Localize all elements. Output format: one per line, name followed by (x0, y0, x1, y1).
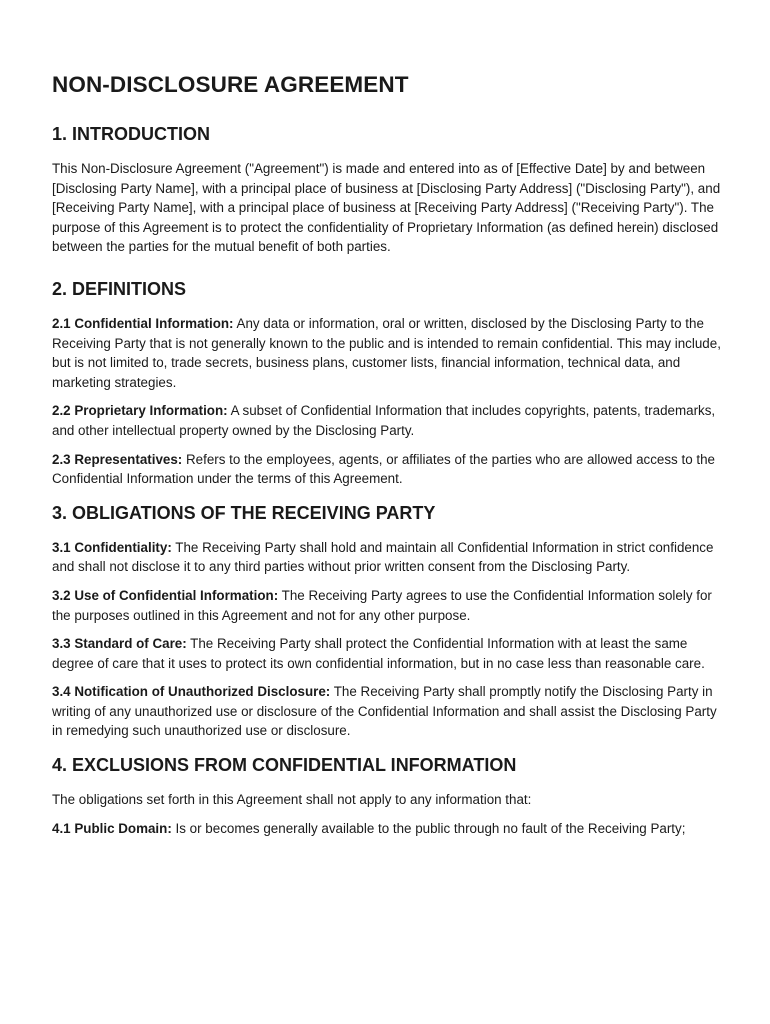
obligation-label: 3.2 Use of Confidential Information: (52, 587, 279, 603)
obligation-item (52, 586, 722, 625)
section-heading-exclusions: 4. EXCLUSIONS FROM CONFIDENTIAL INFORMATION (52, 755, 517, 776)
obligation-item (52, 634, 722, 673)
exclusion-item (52, 819, 722, 839)
definition-item (52, 314, 722, 392)
definition-text: Any data or information, oral or written, disclosed by the Disclosing Party to the Receiving Party that is not generally known to the public and is intended to remain confidential. This may include, but is not limited to, trade secrets, business plans, customer lists, financial information, technical data, and marketing strategies. (52, 315, 721, 390)
obligation-text: The Receiving Party agrees to use the Confidential Information solely for the purposes outlined in this Agreement and not for any other purpose. (52, 587, 712, 623)
introduction-paragraph: This Non-Disclosure Agreement ("Agreement") is made and entered into as of [Effective Date] by and between [Disclosing Party Name], with a principal place of business at [Disclosing Party Address] ("Disclosing Party"), and [Receiving Party Name], with a principal place of business at [Receiving Party Address] ("Receiving Party"). The purpose of this Agreement is to protect the confidentiality of Proprietary Information (as defined herein) disclosed between the parties for the mutual benefit of both parties. (52, 161, 721, 255)
obligation-text: The Receiving Party shall hold and maintain all Confidential Information in strict confidence and shall not disclose it to any third parties without prior written consent from the Disclosing Party. (52, 539, 714, 575)
obligation-text: The Receiving Party shall protect the Confidential Information with at least the same degree of care that it uses to protect its own confidential information, but in no case less than reasonable care. (52, 636, 705, 671)
section-introduction (52, 122, 722, 257)
obligation-item (52, 682, 722, 741)
section-definitions (52, 277, 722, 489)
obligation-label: 3.1 Confidentiality: (52, 539, 172, 555)
definition-item (52, 401, 722, 440)
obligation-text: The Receiving Party shall promptly notify the Disclosing Party in writing of any unauthorized use or disclosure of the Confidential Information and shall assist the Disclosing Party in remedying such unauthorized use or disclosure. (52, 684, 717, 739)
definition-label: 2.1 Confidential Information: (52, 315, 234, 331)
exclusion-label: 4.1 Public Domain: (52, 820, 172, 836)
exclusion-text: Is or becomes generally available to the public through no fault of the Receiving Party; (175, 820, 686, 836)
definition-text: Refers to the employees, agents, or affiliates of the parties who are allowed access to the Confidential Information under the terms of this Agreement. (52, 451, 715, 487)
section-heading-introduction: 1. INTRODUCTION (52, 124, 211, 144)
definition-label: 2.3 Representatives: (52, 451, 183, 467)
definition-label: 2.2 Proprietary Information: (52, 403, 228, 419)
obligation-label: 3.3 Standard of Care: (52, 636, 187, 652)
obligation-item (52, 538, 722, 577)
obligation-label: 3.4 Notification of Unauthorized Disclosure: (52, 684, 331, 700)
definition-item (52, 450, 722, 489)
section-obligations (52, 501, 722, 741)
section-heading-definitions: 2. DEFINITIONS (52, 278, 187, 299)
exclusions-intro: The obligations set forth in this Agreement shall not apply to any information that: (52, 792, 532, 808)
definition-text: A subset of Confidential Information that includes copyrights, patents, trademarks, and other intellectual property owned by the Disclosing Party. (52, 403, 716, 438)
section-heading-obligations: 3. OBLIGATIONS OF THE RECEIVING PARTY (52, 502, 436, 523)
document-page (52, 70, 722, 847)
document-title: NON-DISCLOSURE AGREEMENT (52, 72, 409, 97)
section-exclusions (52, 753, 722, 838)
